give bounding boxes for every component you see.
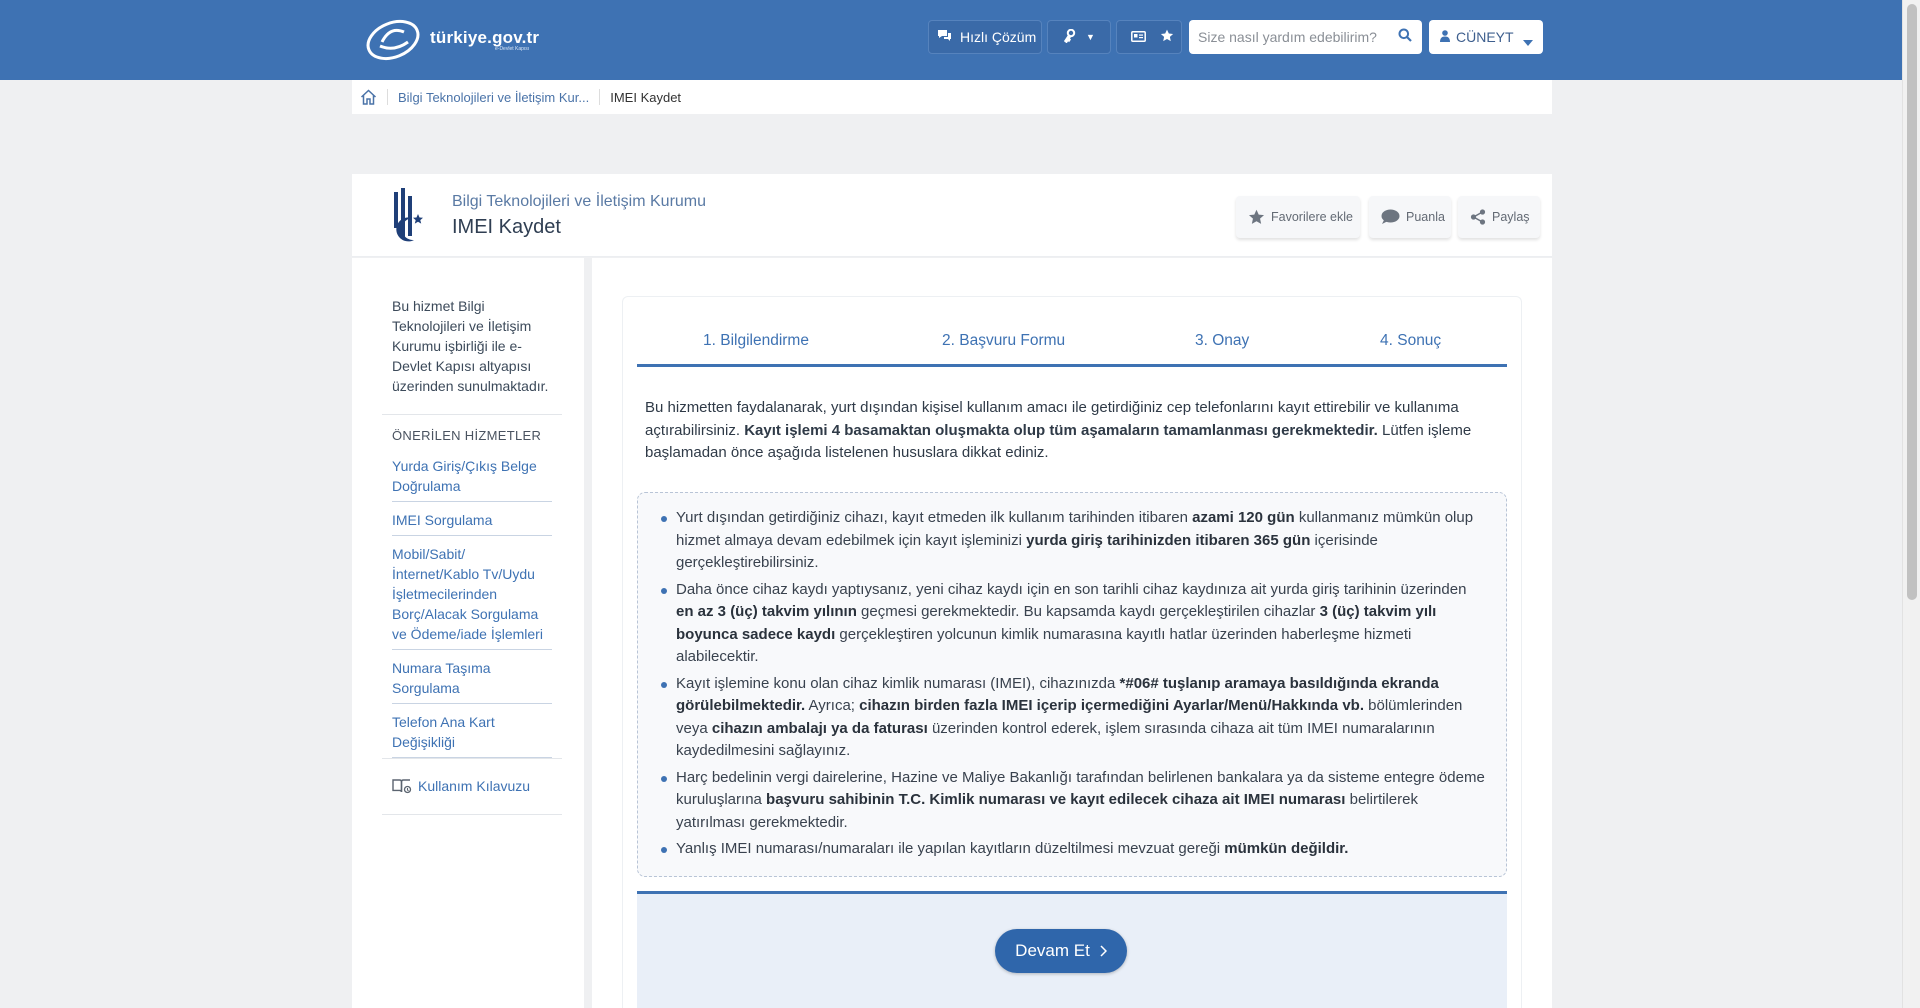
list-item: Kayıt işlemine konu olan cihaz kimlik numarası (IMEI), cihazınızda *#06# tuşlanıp aramaya basıldığında ekranda görülebilmektedir. Ayrıca; cihazın birden fazla IMEI içerip içermediğini Ayarlar/Menü/Hakkında vb. bölümlerinden veya cihazın ambalajı ya da faturası üzerinden kontrol ederek, işlem sırasında cihaza ait tüm IMEI numaralarının kaydedilmesini sağlayınız. (658, 673, 1488, 763)
recommended-services-list (392, 454, 552, 764)
user-name: CÜNEYT (1456, 29, 1514, 45)
chevron-down-icon (1523, 33, 1533, 49)
sidebar-link-imei-query[interactable]: IMEI Sorgulama (392, 508, 552, 536)
list-item: Yanlış IMEI numarası/numaraları ile yapılan kayıtların düzeltilmesi mevzuat gereği mümkün değildir. (658, 838, 1488, 861)
user-guide-link[interactable] (392, 778, 530, 794)
shortcuts-group (1116, 20, 1182, 54)
breadcrumb (352, 80, 1552, 114)
main-content (622, 296, 1522, 1008)
info-box (637, 492, 1507, 877)
sidebar (352, 258, 592, 1008)
action-area (637, 891, 1507, 1008)
logo-text: türkiye.gov.tr (430, 28, 540, 47)
user-menu-button[interactable] (1429, 20, 1543, 54)
add-favorite-button[interactable] (1236, 196, 1360, 238)
search-box (1189, 20, 1422, 54)
sidebar-link-number-porting[interactable]: Numara Taşıma Sorgulama (392, 656, 552, 704)
step-tabs (637, 297, 1507, 367)
breadcrumb-separator (387, 89, 388, 105)
star-icon[interactable] (1160, 29, 1174, 45)
list-item: Yurt dışından getirdiğiniz cihazı, kayıt etmeden ilk kullanım tarihinden itibaren azami 120 gün kullanmanız mümkün olup hizmet almaya devam edebilmek için kayıt işleminizi yurda giriş tarihinizden itibaren 365 gün içerisinde gerçekleştirebilirsiniz. (658, 507, 1488, 575)
chat-icon (937, 29, 952, 45)
add-favorite-label: Favorilere ekle (1271, 210, 1353, 224)
page-title: IMEI Kaydet (452, 216, 561, 238)
continue-button[interactable] (995, 929, 1127, 973)
sidebar-link-entry-exit-verify[interactable]: Yurda Giriş/Çıkış Belge Doğrulama (392, 454, 552, 502)
rate-button[interactable] (1369, 196, 1451, 238)
tab-information[interactable]: 1. Bilgilendirme (703, 332, 809, 349)
share-icon (1470, 209, 1486, 225)
turkiye-gov-logo[interactable] (364, 12, 539, 64)
user-guide-label: Kullanım Kılavuzu (418, 778, 531, 794)
service-body (352, 258, 1552, 1008)
tab-application-form[interactable]: 2. Başvuru Formu (942, 332, 1066, 349)
institution-name[interactable]: Bilgi Teknolojileri ve İletişim Kurumu (452, 193, 707, 210)
tab-confirmation[interactable]: 3. Onay (1195, 332, 1250, 349)
intro-text: Bu hizmetten faydalanarak, yurt dışından kişisel kullanım amacı ile getirdiğiniz cep telefonlarını kayıt ettirebilir ve kullanıma açtırabilirsiniz. Kayıt işlemi 4 basamaktan oluşmakta olup tüm aşamaların tamamlanması gerekmektedir. Lütfen işleme başlamadan önce aşağıda listelenen hususlara dikkat ediniz. (645, 399, 1472, 461)
chevron-right-icon (1100, 945, 1107, 957)
vertical-scrollbar[interactable] (1902, 0, 1920, 1008)
breadcrumb-item-institution[interactable]: Bilgi Teknolojileri ve İletişim Kur... (398, 89, 590, 105)
chevron-down-icon: ▼ (1086, 32, 1095, 42)
home-icon[interactable] (360, 89, 377, 105)
top-bar (0, 0, 1902, 80)
sidebar-link-mainboard-change[interactable]: Telefon Ana Kart Değişikliği (392, 710, 552, 758)
user-icon (1440, 29, 1450, 45)
list-item: Harç bedelinin vergi dairelerine, Hazine ve Maliye Bakanlığı tarafından belirlenen bankalara ya da sisteme entegre ödeme kuruluşlarına başvuru sahibinin T.C. Kimlik numarası ve kayıt edilecek cihaza ait IMEI numarası belirtilerek yatırılması gerekmektedir. (658, 767, 1488, 835)
key-icon (1064, 29, 1076, 46)
recommended-services-heading: ÖNERİLEN HİZMETLER (392, 428, 542, 443)
share-label: Paylaş (1492, 210, 1530, 224)
breadcrumb-item-current: IMEI Kaydet (610, 89, 682, 105)
divider (382, 414, 562, 415)
e-devlet-logo-icon (364, 12, 426, 64)
service-header (352, 174, 1552, 257)
continue-label: Devam Et (1015, 941, 1090, 960)
divider (382, 814, 562, 815)
id-card-icon[interactable] (1131, 29, 1146, 45)
breadcrumb-separator (599, 89, 600, 105)
book-icon (392, 778, 412, 794)
quick-solution-button[interactable] (928, 20, 1042, 54)
rate-label: Puanla (1406, 210, 1445, 224)
btk-logo-icon (392, 186, 428, 253)
scrollbar-thumb[interactable] (1907, 4, 1917, 600)
comment-icon (1381, 209, 1400, 225)
tools-dropdown[interactable] (1047, 20, 1111, 54)
search-icon[interactable] (1398, 28, 1412, 47)
info-list (658, 507, 1488, 865)
share-button[interactable] (1458, 196, 1540, 238)
divider (382, 758, 562, 759)
sidebar-link-debt-query[interactable]: Mobil/Sabit/ İnternet/Kablo Tv/Uydu İşletmecilerinden Borç/Alacak Sorgulama ve Ödeme/iade İşlemleri (392, 542, 552, 650)
tab-result[interactable]: 4. Sonuç (1380, 332, 1442, 349)
search-input[interactable] (1198, 22, 1388, 52)
quick-solution-label: Hızlı Çözüm (960, 29, 1037, 45)
logo-subtitle: e-Devlet Kapısı (495, 46, 530, 52)
list-item: Daha önce cihaz kaydı yaptıysanız, yeni cihaz kaydı için en son tarihli cihaz kaydınıza ait yurda giriş tarihinin üzerinden en az 3 (üç) takvim yılının geçmesi gerekmektedir. Bu kapsamda kaydı gerçekleştirilen cihazlar 3 (üç) takvim yılı boyunca sadece kaydı gerçekleştiren yolcunun kimlik numarasına kayıtlı hatlar üzerinden haberleşme hizmeti alabilecektir. (658, 579, 1488, 669)
sidebar-intro: Bu hizmet Bilgi Teknolojileri ve İletişim Kurumu işbirliği ile e-Devlet Kapısı altyapısı üzerinden sunulmaktadır. (392, 298, 549, 394)
star-icon (1248, 209, 1265, 225)
